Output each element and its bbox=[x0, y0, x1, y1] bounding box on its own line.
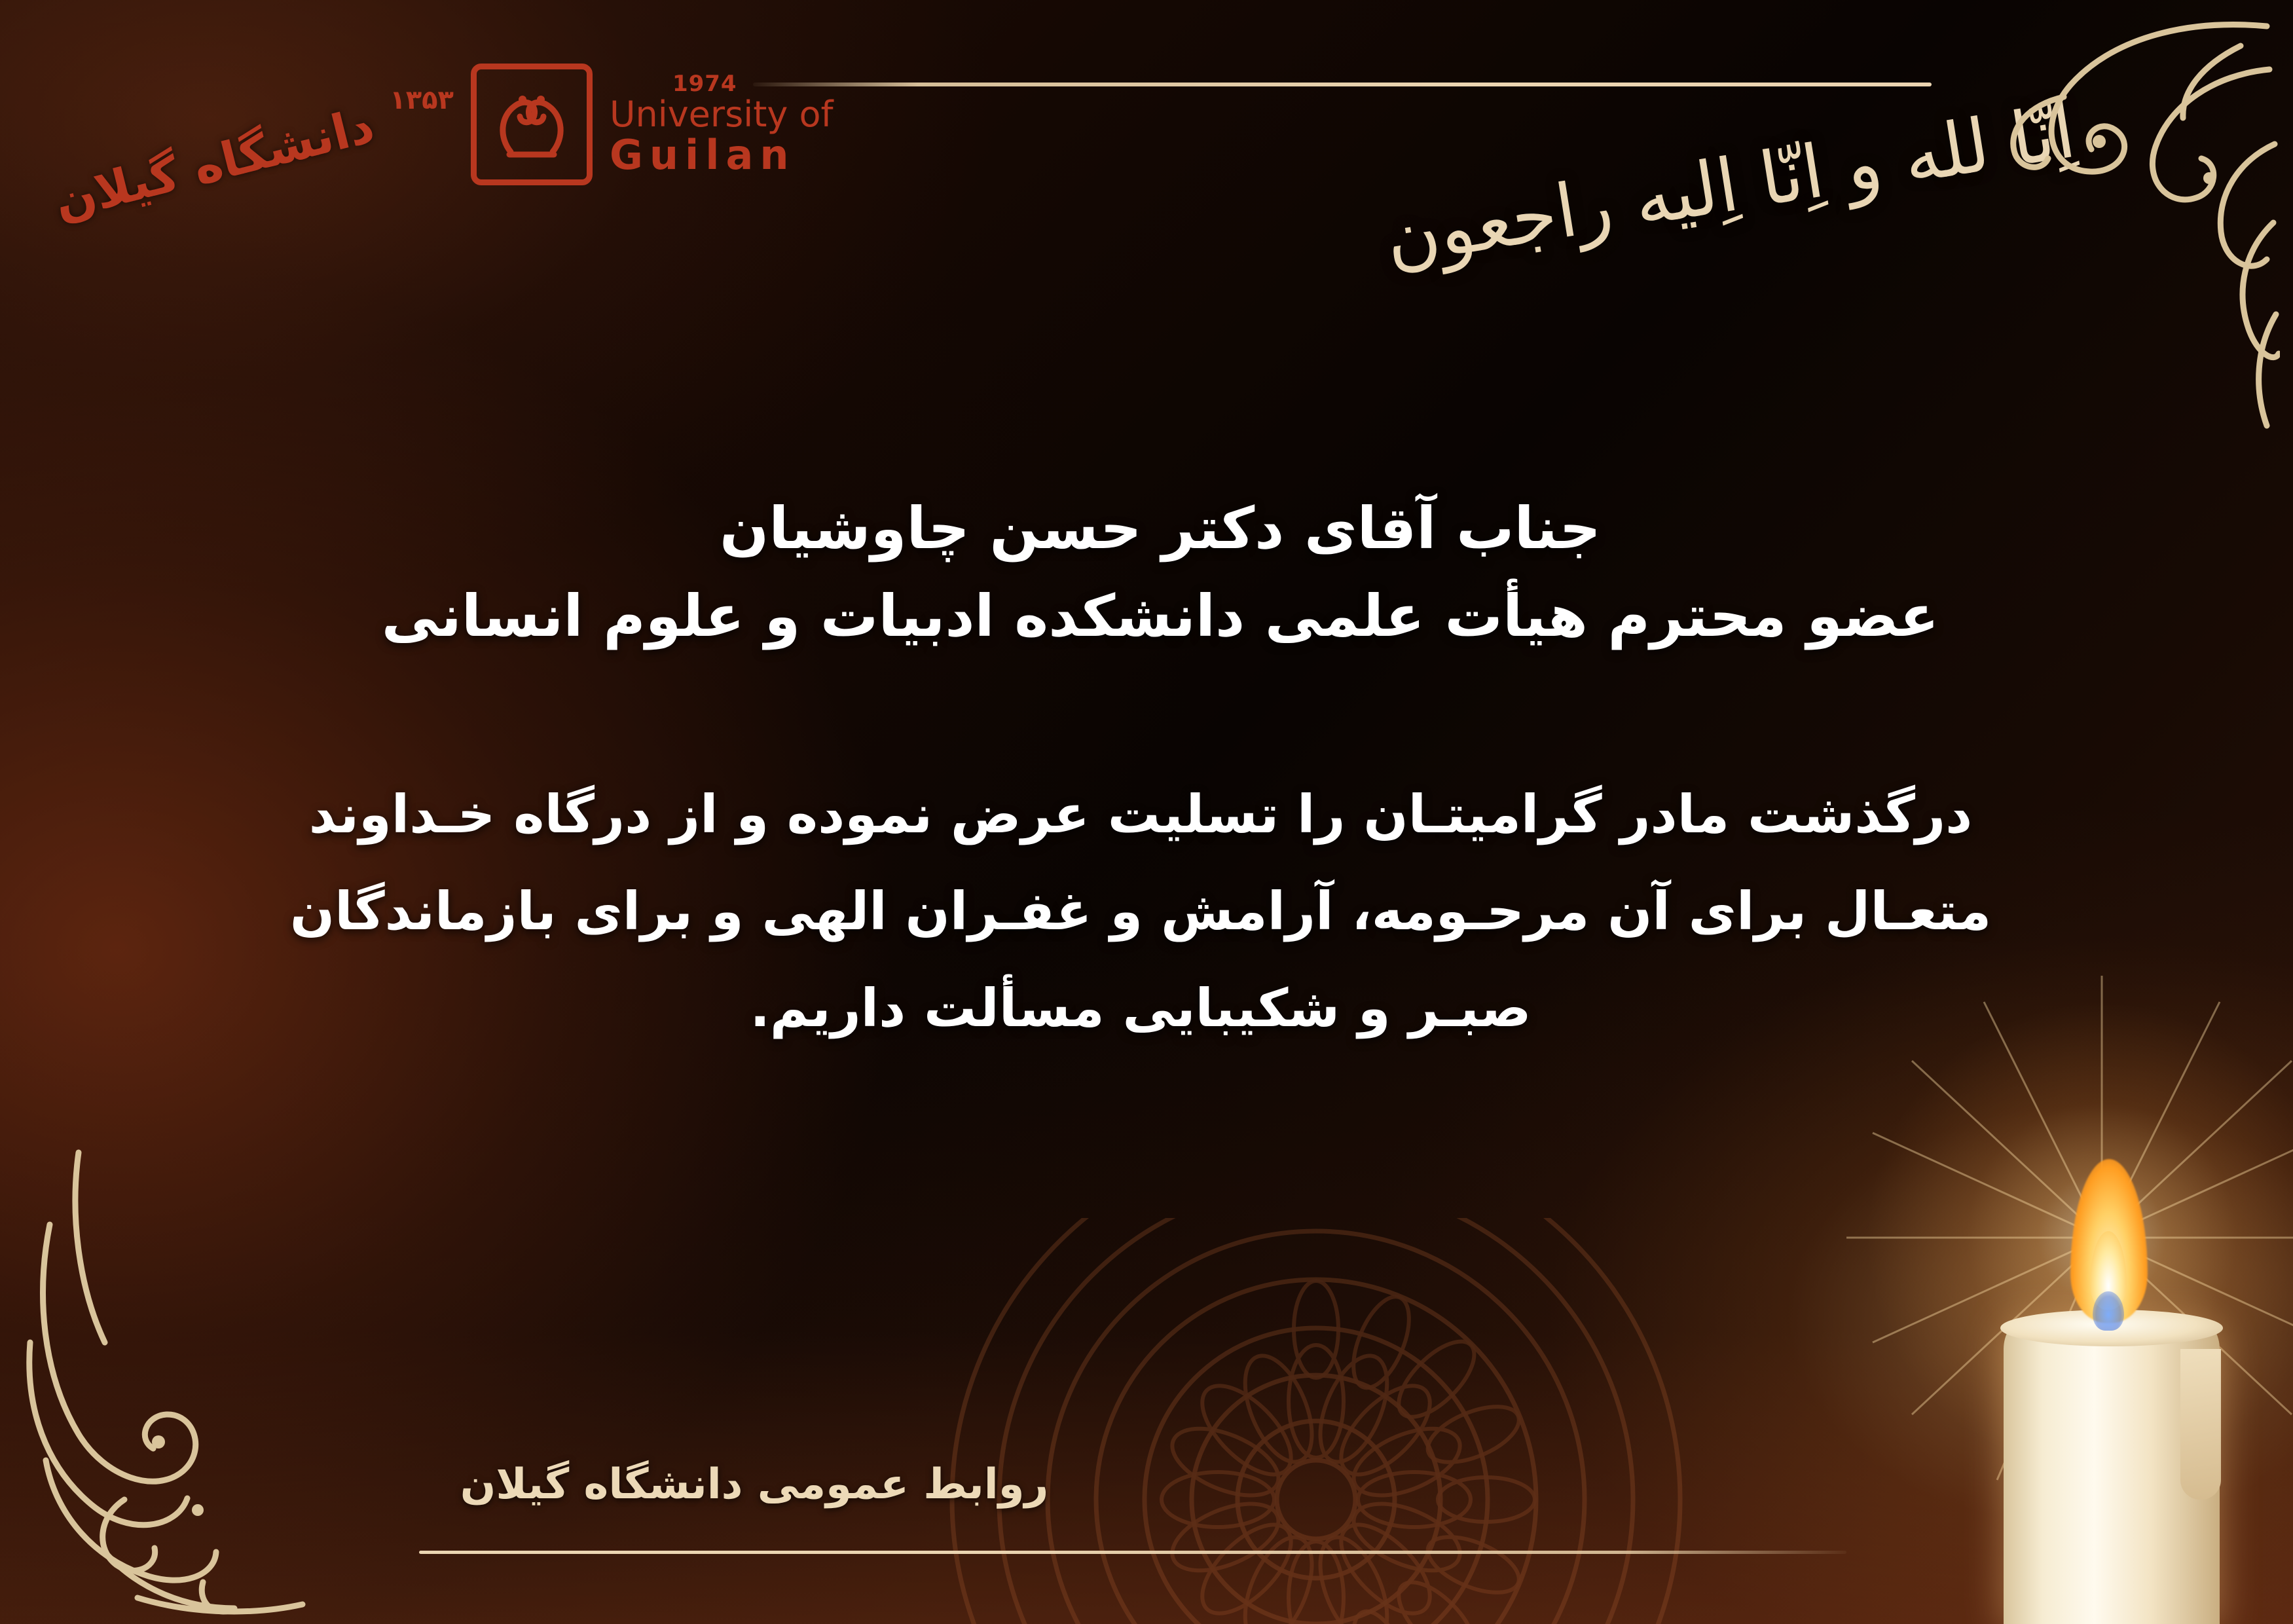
salutation-line-1: جناب آقای دکتر حسن چاوشیان bbox=[720, 494, 1601, 562]
message-line-2: متعـال برای آن مرحـومه، آرامش و غفـران الهی و برای بازماندگان bbox=[289, 881, 1992, 942]
corner-ornament-bottom-left-icon bbox=[7, 1146, 439, 1624]
calligraphy-text: اِنّا لله و اِنّا اِلیه راجعون bbox=[1379, 89, 2081, 282]
logo-persian-year: ۱۳۵۳ bbox=[390, 85, 454, 115]
salutation-block bbox=[368, 485, 1953, 660]
logo-persian-name: دانشگاه گیلان bbox=[48, 97, 380, 231]
mandala-ornament-icon bbox=[930, 1218, 1702, 1624]
logo-english-year: 1974 bbox=[672, 71, 737, 98]
message-line-3: صبـر و شکیبایی مسألت داریم. bbox=[750, 978, 1532, 1039]
bottom-divider bbox=[419, 1551, 1846, 1554]
salutation-line-2: عضو محترم هیأت علمی دانشکده ادبیات و علوم انسانی bbox=[381, 581, 1939, 650]
logo-english-line2: Guilan bbox=[609, 130, 796, 179]
logo-english-text bbox=[609, 71, 834, 179]
message-body bbox=[139, 766, 2142, 1057]
calligraphy-block bbox=[1379, 52, 2081, 327]
logo-emblem-icon bbox=[471, 64, 593, 185]
university-logo bbox=[46, 39, 834, 231]
logo-english-line1: University of bbox=[609, 93, 834, 135]
candle-wax-drip bbox=[2180, 1349, 2221, 1500]
signature-text: روابط عمومی دانشگاه گیلان bbox=[460, 1460, 1049, 1509]
message-line-1: درگذشت مادر گرامیتـان را تسلیت عرض نموده و از درگاه خـداوند bbox=[308, 784, 1973, 845]
